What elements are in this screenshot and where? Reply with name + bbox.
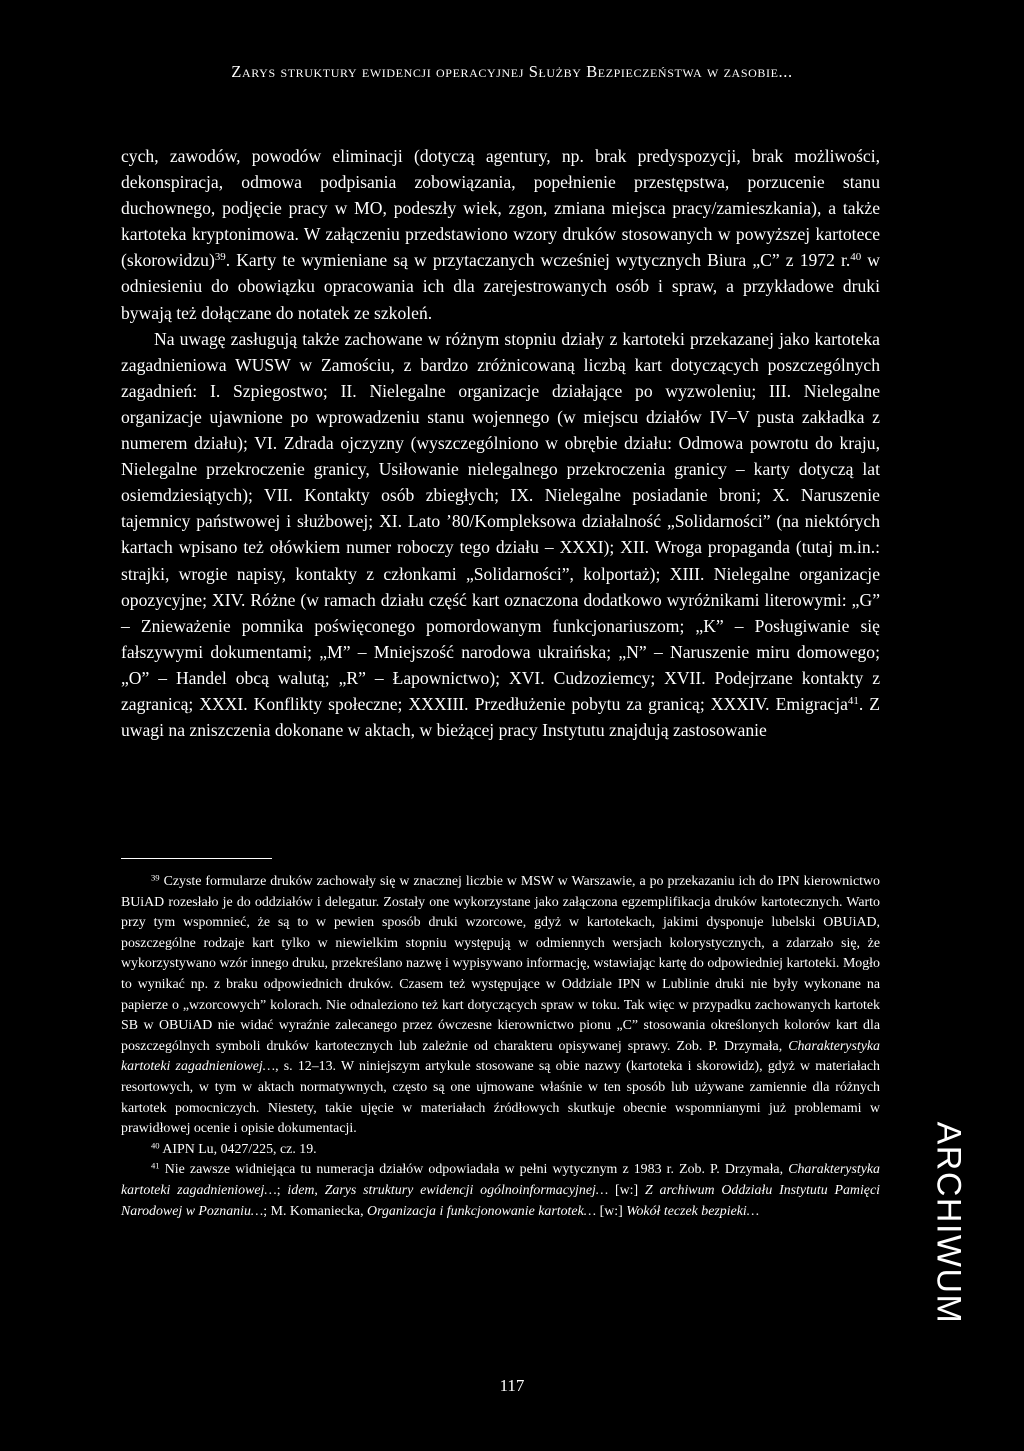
side-tab-label: ARCHIWUM bbox=[929, 1121, 968, 1325]
running-header: Zarys struktury ewidencji operacyjnej Służby Bezpieczeństwa w zasobie... bbox=[231, 62, 793, 81]
footnote-text: Nie zawsze widniejąca tu numeracja działów odpowiadała w pełni wytycznym z 1983 r. Zob. P. Drzymała, bbox=[159, 1162, 789, 1178]
footnote-separator bbox=[121, 858, 272, 859]
side-tab-archiwum bbox=[918, 1118, 978, 1328]
footnote-40 bbox=[121, 1140, 880, 1161]
paragraph-text: cych, zawodów, powodów eliminacji (dotyczą agentury, np. brak predyspozycji, brak możliwości, dekonspiracja, odmowa podpisania zobowiązania, popełnienie przestępstwa, porzucenie stanu duchownego, podjęcie pracy w MO, podeszły wiek, zgon, zmiana miejsca pracy/zamieszkania), a także kartoteka kryptonimowa. W załączeniu przedstawiono wzory druków stosowanych w powyższej kartotece (skorowidzu) bbox=[121, 146, 880, 271]
footnote-title: Organizacja i funkcjonowanie kartotek… bbox=[367, 1203, 597, 1219]
footnote-text: , bbox=[314, 1182, 325, 1198]
footnote-title: Zarys struktury ewidencji ogólnoinformacyjnej… bbox=[324, 1182, 609, 1198]
footnote-number: 41 bbox=[151, 1160, 160, 1171]
paragraph-1 bbox=[121, 143, 880, 326]
footnote-title: Wokół teczek bezpieki… bbox=[626, 1203, 760, 1219]
footnote-ref-41[interactable]: 41 bbox=[847, 694, 859, 707]
footnote-title: Charakterystyka kartoteki zagadnieniowej… bbox=[121, 1038, 880, 1075]
footnote-text: , s. 12–13. W niniejszym artykule stosowane są obie nazwy (kartoteka i skorowidz), gdyż w materiałach resortowych, w tym w aktach normatywnych, często są one ujmowane właśnie w ten sposób lub używane zamiennie dla różnych kartotek pomocniczych. Niestety, takie ujęcie w materiałach źródłowych skutkuje obecnie wspomnianymi już problemami w prawidłowej ocenie i opisie dokumentacji. bbox=[121, 1059, 881, 1137]
paragraph-text: . Z uwagi na zniszczenia dokonane w aktach, w bieżącej pracy Instytutu znajdują zastosowanie bbox=[121, 693, 880, 741]
paragraph-2 bbox=[121, 326, 880, 744]
footnote-author-ref: idem bbox=[287, 1182, 315, 1198]
main-text bbox=[121, 143, 880, 743]
footnote-title: Charakterystyka kartoteki zagadnieniowej… bbox=[121, 1162, 880, 1198]
paragraph-text: w odniesieniu do obowiązku opracowania ich dla zarejestrowanych osób i spraw, a przykładowe druki bywają też dołączane do notatek ze szkoleń. bbox=[121, 250, 880, 323]
footnote-39 bbox=[121, 872, 880, 1140]
paragraph-text: Na uwagę zasługują także zachowane w różnym stopniu działy z kartoteki przekazanej jako kartoteka zagadnieniowa WUSW w Zamościu, z bardzo zróżnicowaną liczbą kart dotyczących poszczególnych zagadnień: I. Szpiegostwo; II. Nielegalne organizacje działające po wyzwoleniu; III. Nielegalne organizacje ujawnione po wprowadzeniu stanu wojennego (w miejscu działów IV–V pusta zakładka z numerem działu); VI. Zdrada ojczyzny (wyszczególniono w obrębie działu: Odmowa powrotu do kraju, Nielegalne przekroczenie granicy, Usiłowanie nielegalnego przekroczenia granicy – karty dotyczą lat osiemdziesiątych); VII. Kontakty osób zbiegłych; IX. Nielegalne posiadanie broni; X. Naruszenie tajemnicy państwowej i służbowej; XI. Lato ’80/Kompleksowa działalność „Solidarności” (na niektórych kartach wpisano też ołówkiem numer roboczy tego działu – XXXI); XII. Wroga propaganda (tutaj m.in.: strajki, wrogie napisy, kontakty z członkami „Solidarności”, kolportaż); XIII. Nielegalne organizacje opozycyjne; XIV. Różne (w ramach działu część kart oznaczona dodatkowo wyróżnikami literowymi: „G” – Znieważenie pomnika poświęconego pomordowanym funkcjonariuszom; „K” – Posługiwanie się fałszywymi dokumentami; „M” – Mniejszość narodowa ukraińska; „N” – Naruszenie miru domowego; „O” – Handel obcą walutą; „R” – Łapownictwo); XVI. Cudzoziemcy; XVII. Podejrzane kontakty z zagranicą; XXXI. Konflikty społeczne; XXXIII. Przedłużenie pobytu za granicą; XXXIV. Emigracja bbox=[121, 328, 880, 714]
footnote-41 bbox=[121, 1160, 880, 1222]
footnote-number: 39 bbox=[151, 872, 160, 883]
footnote-text: [w:] bbox=[596, 1203, 627, 1219]
footnotes bbox=[121, 872, 880, 1222]
footnote-text: Czyste formularze druków zachowały się w znacznej liczbie w MSW w Warszawie, a po przekazaniu ich do IPN kierownictwo BUiAD rozesłało je do oddziałów i delegatur. Zostały one wykorzystane jako załączona egzemplifikacja druków kartotecznych. Warto przy tym wspomnieć, że są to w pewien sposób druki wzorcowe, gdyż w kartotekach, jakimi dysponuje lubelski OBUiAD, poszczególne rodzaje kart tylko w niewielkim stopniu występują w odmiennych wersjach kolorystycznych, a zdarzało się, że wykorzystywano wzór innego druku, przekreślano nazwę i wypisywano informację, wstawiając kartę do odpowiedniej kartoteki. Mogło to wynikać np. z braku odpowiednich druków. Czasem też występujące w Oddziale IPN w Lublinie druki nie były wykonane na papierze o „wzorcowych” kolorach. Nie odnaleziono też kart dotyczących spraw w toku. Tak więc w przypadku zachowanych kartotek SB w OBUiAD nie widać wyraźnie zalecanego przez ówczesne kierownictwo pionu „C” stosowania określonych kolorów kart dla poszczególnych symboli druków kartotecznych lub zależnie od charakteru opisywanej sprawy. Zob. P. Drzymała, bbox=[121, 874, 880, 1054]
footnote-ref-40[interactable]: 40 bbox=[850, 251, 862, 264]
page-number: 117 bbox=[499, 1376, 525, 1395]
footnote-number: 40 bbox=[151, 1139, 160, 1150]
footnote-text: [w:] bbox=[608, 1182, 645, 1198]
footnote-text: ; bbox=[276, 1182, 288, 1198]
footnote-text: AIPN Lu, 0427/225, cz. 19. bbox=[159, 1141, 317, 1157]
paragraph-text: . Karty te wymieniane są w przytaczanych wcześniej wytycznych Biura „C” z 1972 r. bbox=[225, 250, 851, 271]
footnote-ref-39[interactable]: 39 bbox=[214, 251, 226, 264]
footnote-title: Z archiwum Oddziału Instytutu Pamięci Narodowej w Poznaniu… bbox=[121, 1182, 880, 1219]
footnote-text: ; M. Komaniecka, bbox=[263, 1203, 368, 1219]
